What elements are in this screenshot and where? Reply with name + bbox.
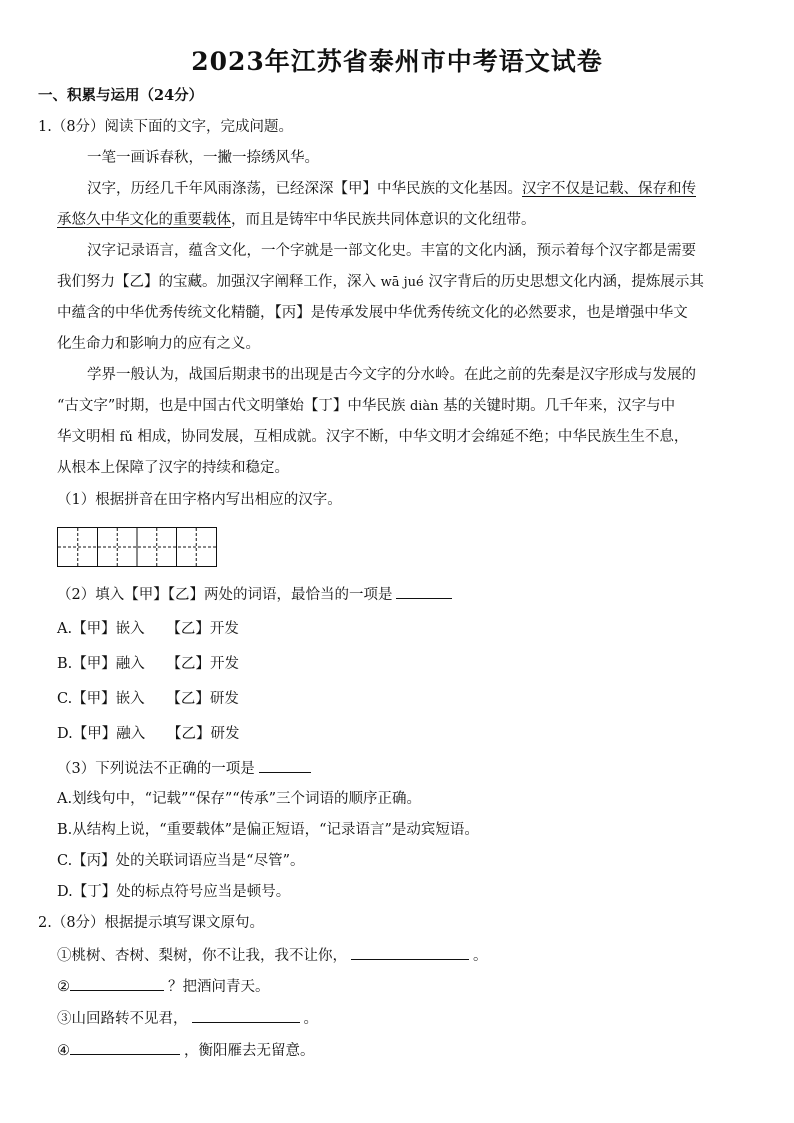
option-b: B.【甲】融入 【乙】开发 bbox=[57, 656, 240, 672]
passage-line bbox=[57, 210, 536, 230]
passage-line bbox=[57, 272, 704, 293]
underlined-sentence: 汉字不仅是记载、保存和传 bbox=[522, 181, 696, 197]
passage-text: ，而且是铸牢中华民族共同体意识的文化纽带。 bbox=[231, 212, 536, 228]
passage-text: 我们努力【乙】的宝藏。加强汉字阐释工作，深入 bbox=[57, 274, 376, 290]
prompt-text: ② bbox=[57, 979, 70, 995]
page-title: 2023年江苏省泰州市中考语文试卷 bbox=[191, 47, 603, 76]
passage-line: 汉字记录语言，蕴含文化，一个字就是一部文化史。丰富的文化内涵，预示着每个汉字都是需要 bbox=[87, 243, 696, 259]
passage-text: 汉字背后的历史思想文化内涵，提炼展示其 bbox=[428, 274, 704, 290]
answer-blank[interactable] bbox=[396, 584, 452, 599]
passage-line bbox=[87, 179, 696, 199]
prompt-text: ③山回路转不见君， bbox=[57, 1011, 188, 1027]
passage-line: 一笔一画诉春秋，一撇一捺绣风华。 bbox=[87, 150, 319, 166]
passage-text: 华文明相 bbox=[57, 429, 115, 445]
answer-blank[interactable] bbox=[70, 1040, 180, 1055]
passage-text: 相成，协同发展，互相成就。汉字不断，中华文明才会绵延不绝；中华民族生生不息， bbox=[137, 429, 689, 445]
underlined-sentence: 承悠久中华文化的重要载体 bbox=[57, 212, 231, 228]
sub-question-1: （1）根据拼音在田字格内写出相应的汉字。 bbox=[57, 492, 342, 508]
prompt-text: ④ bbox=[57, 1043, 70, 1059]
pinyin: diàn bbox=[409, 399, 439, 414]
section-heading: 一、积累与运用（24分） bbox=[38, 87, 204, 104]
prompt-text: 。 bbox=[473, 948, 488, 964]
passage-text: 汉字，历经几千年风雨涤荡，已经深深【甲】中华民族的文化基因。 bbox=[87, 181, 522, 197]
option-b: B.从结构上说，“重要载体”是偏正短语，“记录语言”是动宾短语。 bbox=[57, 822, 479, 838]
passage-line bbox=[57, 427, 688, 448]
passage-line: 学界一般认为，战国后期隶书的出现是古今文字的分水岭。在此之前的先秦是汉字形成与发展的 bbox=[87, 367, 696, 383]
option-d: D.【丁】处的标点符号应当是顿号。 bbox=[57, 884, 291, 900]
question-1-stem: 1.（8分）阅读下面的文字，完成问题。 bbox=[38, 119, 294, 135]
answer-blank[interactable] bbox=[351, 945, 469, 960]
sub-question-2 bbox=[57, 584, 456, 605]
pinyin: wā jué bbox=[380, 275, 424, 290]
prompt-text: ？把酒问青天。 bbox=[168, 979, 270, 995]
option-c: C.【甲】嵌入 【乙】研发 bbox=[57, 691, 239, 707]
passage-text: “古文字”时期，也是中国古代文明肇始【丁】中华民族 bbox=[57, 398, 406, 414]
tian-grid-answer-box[interactable] bbox=[57, 527, 217, 567]
sub-question-text: （3）下列说法不正确的一项是 bbox=[57, 761, 255, 777]
question-2-stem: 2.（8分）根据提示填写课文原句。 bbox=[38, 915, 265, 931]
fill-line-4 bbox=[57, 1040, 315, 1061]
option-a: A.划线句中，“记载”“保存”“传承”三个词语的顺序正确。 bbox=[57, 791, 422, 807]
sub-question-3 bbox=[57, 758, 315, 779]
sub-question-text: （2）填入【甲】【乙】两处的词语，最恰当的一项是 bbox=[57, 587, 393, 603]
passage-text: 基的关键时期。几千年来，汉字与中 bbox=[443, 398, 676, 414]
passage-line: 从根本上保障了汉字的持续和稳定。 bbox=[57, 460, 289, 476]
option-a: A.【甲】嵌入 【乙】开发 bbox=[57, 621, 239, 637]
fill-line-1 bbox=[57, 945, 488, 966]
option-c: C.【丙】处的关联词语应当是“尽管”。 bbox=[57, 853, 305, 869]
pinyin: fǔ bbox=[119, 430, 133, 445]
option-d: D.【甲】融入 【乙】研发 bbox=[57, 726, 240, 742]
answer-blank[interactable] bbox=[192, 1008, 300, 1023]
fill-line-3 bbox=[57, 1008, 318, 1029]
fill-line-2 bbox=[57, 976, 270, 997]
passage-line: 化生命力和影响力的应有之义。 bbox=[57, 336, 260, 352]
answer-blank[interactable] bbox=[259, 758, 311, 773]
passage-line: 中蕴含的中华优秀传统文化精髓，【丙】是传承发展中华优秀传统文化的必然要求，也是增强中华文 bbox=[57, 305, 688, 321]
answer-blank[interactable] bbox=[70, 976, 164, 991]
passage-line bbox=[57, 396, 675, 417]
prompt-text: 。 bbox=[303, 1011, 318, 1027]
prompt-text: ①桃树、杏树、梨树，你不让我，我不让你， bbox=[57, 948, 347, 964]
prompt-text: ，衡阳雁去无留意。 bbox=[184, 1043, 315, 1059]
